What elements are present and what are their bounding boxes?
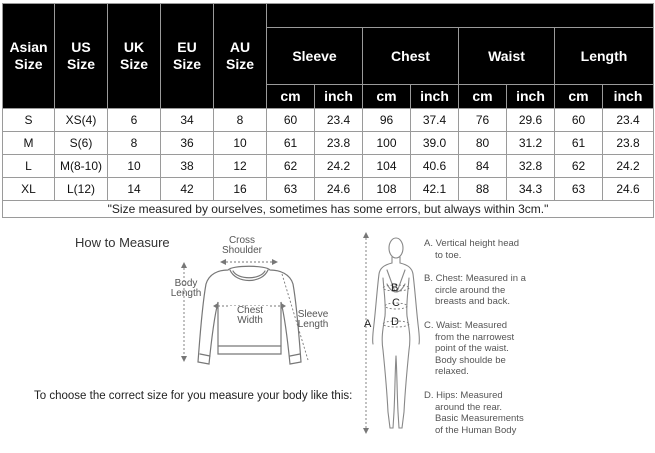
header-sleeve: Sleeve (267, 28, 363, 85)
table-cell: 39.0 (411, 132, 459, 155)
table-cell: 23.4 (603, 109, 654, 132)
table-cell: 61 (267, 132, 315, 155)
unit-inch: inch (507, 85, 555, 109)
header-asian-size: Asian Size (3, 4, 55, 109)
table-cell: 80 (459, 132, 507, 155)
letter-c: C (392, 297, 400, 309)
table-cell: 42 (161, 178, 214, 201)
header-au-size: AU Size (214, 4, 267, 109)
table-cell: 8 (214, 109, 267, 132)
unit-inch: inch (603, 85, 654, 109)
header-eu-size: EU Size (161, 4, 214, 109)
table-cell: 42.1 (411, 178, 459, 201)
how-to-measure-title: How to Measure (75, 235, 170, 250)
table-cell: 62 (267, 155, 315, 178)
note-c: C. Waist: Measured from the narrowest point of the waist. Body shoulde be relaxed. (424, 320, 515, 378)
body-figure (360, 232, 420, 440)
table-note: "Size measured by ourselves, sometimes has some errors, but always within 3cm." (3, 201, 654, 218)
header-top-band (267, 4, 654, 28)
table-cell: 34.3 (507, 178, 555, 201)
table-cell: 76 (459, 109, 507, 132)
table-cell: 10 (214, 132, 267, 155)
table-cell: 60 (267, 109, 315, 132)
table-cell: 6 (108, 109, 161, 132)
letter-a: A (364, 318, 372, 330)
table-cell: 24.6 (315, 178, 363, 201)
table-cell: 12 (214, 155, 267, 178)
table-cell: 63 (555, 178, 603, 201)
unit-cm: cm (267, 85, 315, 109)
unit-cm: cm (459, 85, 507, 109)
table-cell: 24.6 (603, 178, 654, 201)
table-cell: XS(4) (55, 109, 108, 132)
table-cell: 108 (363, 178, 411, 201)
letter-d: D (391, 316, 399, 328)
unit-cm: cm (363, 85, 411, 109)
table-cell: 100 (363, 132, 411, 155)
table-cell: 14 (108, 178, 161, 201)
table-cell: 23.4 (315, 109, 363, 132)
table-cell: 60 (555, 109, 603, 132)
table-cell: S(6) (55, 132, 108, 155)
table-cell: 96 (363, 109, 411, 132)
table-cell: L (3, 155, 55, 178)
body-length-label: Body Length (170, 278, 202, 299)
header-length: Length (555, 28, 654, 85)
table-cell: 24.2 (603, 155, 654, 178)
table-cell: 63 (267, 178, 315, 201)
letter-b: B (391, 282, 399, 294)
table-row (3, 178, 654, 201)
table-cell: 38 (161, 155, 214, 178)
note-a: A. Vertical height head to toe. (424, 238, 520, 261)
table-cell: 36 (161, 132, 214, 155)
table-cell: 32.8 (507, 155, 555, 178)
table-cell: 40.6 (411, 155, 459, 178)
table-cell: 34 (161, 109, 214, 132)
table-cell: 104 (363, 155, 411, 178)
table-cell: 88 (459, 178, 507, 201)
unit-cm: cm (555, 85, 603, 109)
cross-shoulder-label: Cross Shoulder (221, 235, 263, 256)
note-b: B. Chest: Measured in a circle around the breasts and back. (424, 273, 526, 308)
chest-width-label: Chest Width (230, 306, 270, 326)
table-cell: 84 (459, 155, 507, 178)
table-cell: M (3, 132, 55, 155)
header-us-size: US Size (55, 4, 108, 109)
table-cell: 61 (555, 132, 603, 155)
table-cell: 23.8 (315, 132, 363, 155)
sweater-diagram (160, 236, 340, 370)
note-d: D. Hips: Measured around the rear. Basic Measurements of the Human Body (424, 390, 524, 436)
table-row (3, 155, 654, 178)
table-cell: 37.4 (411, 109, 459, 132)
unit-inch: inch (315, 85, 363, 109)
table-cell: L(12) (55, 178, 108, 201)
table-cell: 23.8 (603, 132, 654, 155)
size-rows (3, 109, 654, 201)
table-row (3, 109, 654, 132)
table-cell: XL (3, 178, 55, 201)
table-cell: 16 (214, 178, 267, 201)
table-cell: 31.2 (507, 132, 555, 155)
size-chart-table (2, 3, 654, 218)
table-cell: 10 (108, 155, 161, 178)
table-cell: M(8-10) (55, 155, 108, 178)
table-cell: S (3, 109, 55, 132)
table-cell: 24.2 (315, 155, 363, 178)
table-cell: 62 (555, 155, 603, 178)
table-cell: 29.6 (507, 109, 555, 132)
header-chest: Chest (363, 28, 459, 85)
table-cell: 8 (108, 132, 161, 155)
header-uk-size: UK Size (108, 4, 161, 109)
measure-instruction: To choose the correct size for you measure your body like this: (34, 390, 353, 402)
header-waist: Waist (459, 28, 555, 85)
unit-inch: inch (411, 85, 459, 109)
sleeve-length-label: Sleeve Length (297, 309, 329, 330)
table-row (3, 132, 654, 155)
